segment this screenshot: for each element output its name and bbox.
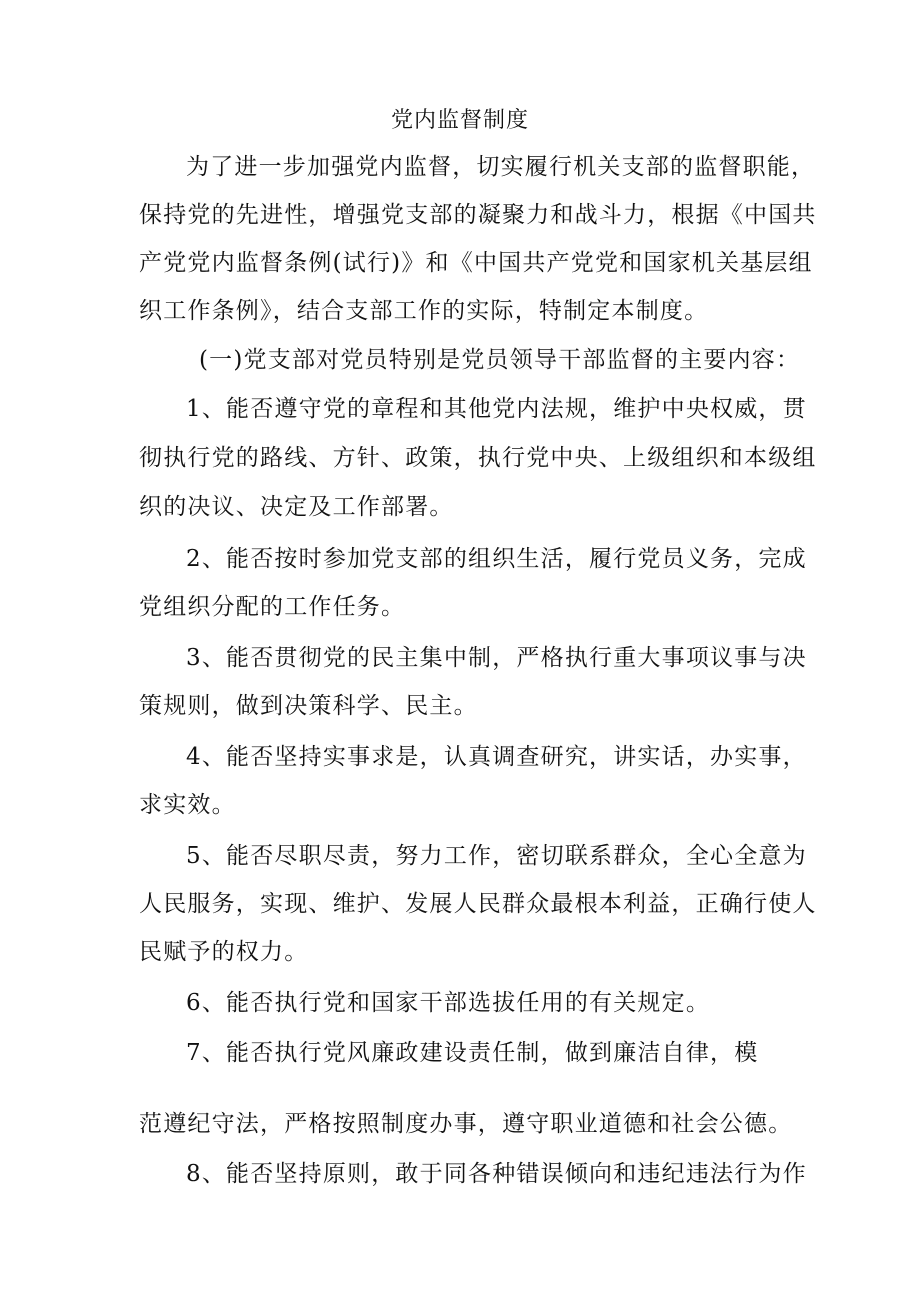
paragraph-line: 范遵纪守法，严格按照制度办事，遵守职业道德和社会公德。 (139, 1111, 793, 1137)
paragraph-line: 1、能否遵守党的章程和其他党内法规，维护中央权威，贯 (186, 396, 807, 422)
paragraph-line: 民赋予的权力。 (139, 939, 309, 965)
paragraph-line: 人民服务，实现、维护、发展人民群众最根本利益，正确行使人 (139, 891, 817, 917)
paragraph-line: 5、能否尽职尽责，努力工作，密切联系群众，全心全意为 (186, 843, 807, 869)
paragraph-line: 7、能否执行党风廉政建设责任制，做到廉洁自律，模 (186, 1040, 759, 1066)
paragraph-line: 3、能否贯彻党的民主集中制，严格执行重大事项议事与决 (186, 645, 807, 671)
document-title: 党内监督制度 (390, 108, 529, 133)
paragraph-line: 为了进一步加强党内监督，切实履行机关支部的监督职能， (186, 154, 816, 180)
paragraph-line: 产党党内监督条例(试行)》和《中国共产党党和国家机关基层组 (139, 250, 813, 276)
paragraph-line: 彻执行党的路线、方针、政策，执行党中央、上级组织和本级组 (139, 445, 817, 471)
paragraph-line: 织工作条例》，结合支部工作的实际，特制定本制度。 (139, 298, 709, 324)
paragraph-line: 6、能否执行党和国家干部选拔任用的有关规定。 (186, 990, 711, 1016)
paragraph-line: 2、能否按时参加党支部的组织生活，履行党员义务，完成 (186, 546, 807, 572)
paragraph-line: 策规则，做到决策科学、民主。 (139, 693, 478, 719)
paragraph-line: 织的决议、决定及工作部署。 (139, 494, 454, 520)
section-heading: (一)党支部对党员特别是党员领导干部监督的主要内容： (199, 347, 801, 373)
paragraph-line: 4、能否坚持实事求是，认真调查研究，讲实话，办实事， (186, 744, 807, 770)
paragraph-line: 求实效。 (139, 792, 236, 818)
paragraph-line: 党组织分配的工作任务。 (139, 594, 406, 620)
paragraph-line: 8、能否坚持原则，敢于同各种错误倾向和违纪违法行为作 (186, 1161, 807, 1187)
paragraph-line: 保持党的先进性，增强党支部的凝聚力和战斗力，根据《中国共 (139, 202, 817, 228)
